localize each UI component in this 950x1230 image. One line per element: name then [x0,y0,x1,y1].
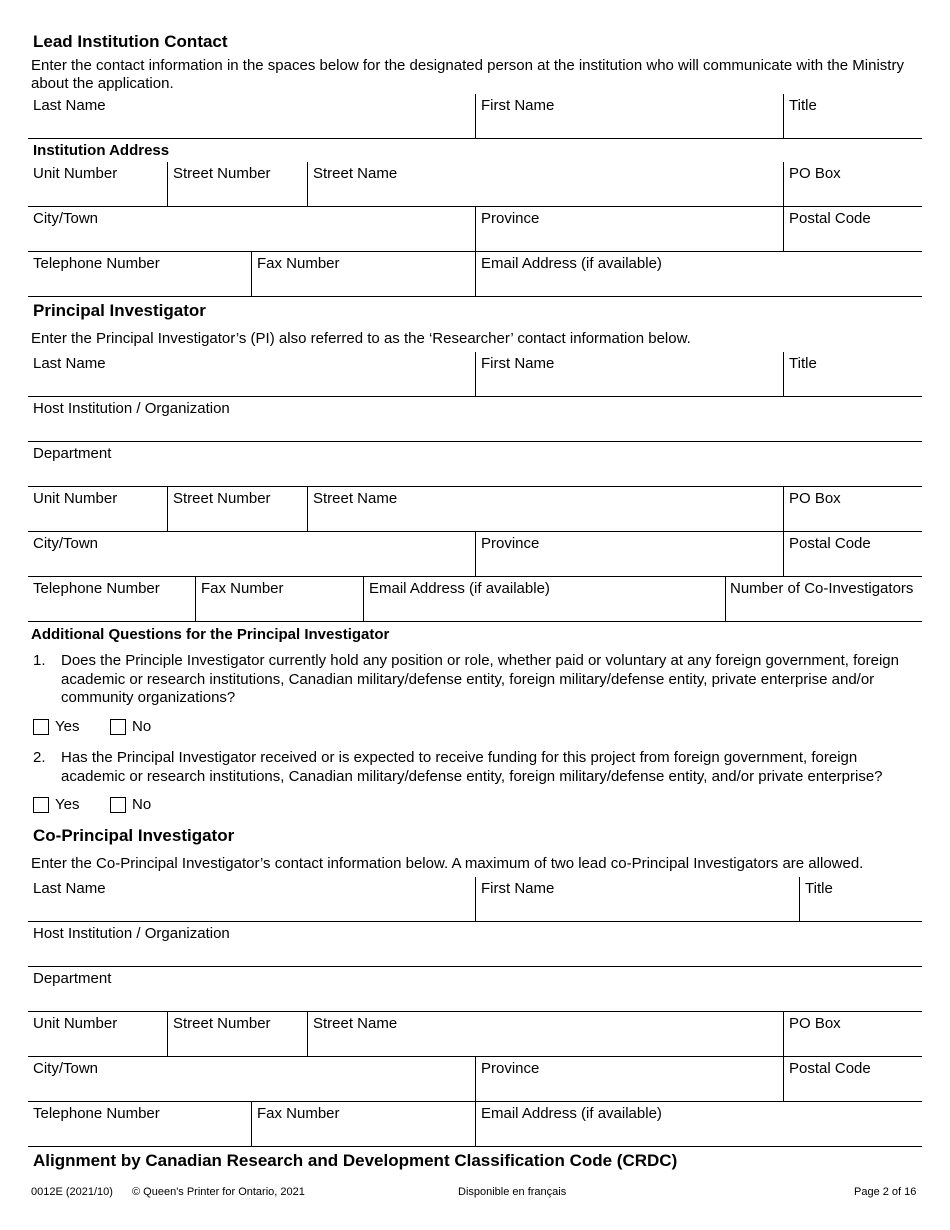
copi-host-row [28,922,922,967]
copi-street-name-field[interactable]: Street Name [307,1012,783,1056]
lead-title-field[interactable]: Title [783,94,922,138]
question-1-no-checkbox[interactable] [110,719,126,735]
question-2-yes-option[interactable] [33,796,79,813]
copi-city-field[interactable]: City/Town [33,1060,99,1077]
lead-fax-field[interactable]: Fax Number [251,252,475,296]
crdc-heading: Alignment by Canadian Research and Development Classification Code (CRDC) [33,1151,678,1170]
question-2-yes-label: Yes [55,796,80,813]
pi-host-row [28,397,922,442]
lead-province-field[interactable]: Province [475,207,783,251]
question-1-yes-checkbox[interactable] [33,719,49,735]
question-1-text: Does the Principle Investigator currently hold any position or role, whether paid or voluntary at any foreign government, foreign academic or research institutions, Canadian military/defense entity, foreign military/defense entity, private enterprise and/or community organizations? [61,652,899,706]
pi-phone-row [28,577,922,622]
lead-city-field[interactable]: City/Town [33,210,99,227]
pi-last-name-field[interactable]: Last Name [33,355,106,372]
lead-intro: Enter the contact information in the spaces below for the designated person at the institution who will communicate with the Ministry about the application. [31,57,904,92]
pi-postal-code-field[interactable]: Postal Code [783,532,922,576]
pi-po-box-field[interactable]: PO Box [783,487,922,531]
copi-province-field[interactable]: Province [475,1057,783,1101]
lead-address-row [28,162,922,207]
lead-email-field[interactable]: Email Address (if available) [475,252,922,296]
pi-department-field[interactable]: Department [33,445,112,462]
lead-name-row [28,94,922,139]
question-2-no-checkbox[interactable] [110,797,126,813]
copi-po-box-field[interactable]: PO Box [783,1012,922,1056]
copi-address-row [28,1012,922,1057]
copi-telephone-field[interactable]: Telephone Number [33,1105,160,1122]
question-2-yes-checkbox[interactable] [33,797,49,813]
copi-postal-code-field[interactable]: Postal Code [783,1057,922,1101]
footer-page-number: Page 2 of 16 [854,1186,917,1198]
question-2-no-option[interactable] [110,796,151,813]
pi-telephone-field[interactable]: Telephone Number [33,580,160,597]
question-2-text: Has the Principal Investigator received or is expected to receive funding for this project from foreign government, foreign academic or research institutions, Canadian military/defense entity, foreign military/defense entity, and/or private enterprise? [61,749,883,785]
pi-department-row [28,442,922,487]
copi-title-field[interactable]: Title [799,877,922,921]
pi-street-number-field[interactable]: Street Number [167,487,307,531]
pi-fax-field[interactable]: Fax Number [195,577,363,621]
question-1-yes-label: Yes [55,718,80,735]
pi-city-field[interactable]: City/Town [33,535,99,552]
pi-email-field[interactable]: Email Address (if available) [363,577,725,621]
pi-co-investigators-field[interactable]: Number of Co-Investigators [725,577,922,621]
additional-questions-heading: Additional Questions for the Principal Investigator [31,626,390,643]
copi-department-row [28,967,922,1012]
pi-first-name-field[interactable]: First Name [475,352,783,396]
copi-first-name-field[interactable]: First Name [475,877,799,921]
footer-form-id: 0012E (2021/10) [31,1186,113,1198]
footer-french-availability: Disponible en français [458,1186,567,1198]
footer-copyright: © Queen's Printer for Ontario, 2021 [132,1186,305,1198]
lead-first-name-field[interactable]: First Name [475,94,783,138]
lead-last-name-field[interactable]: Last Name [33,97,106,114]
question-1-number: 1. [33,652,46,669]
pi-host-institution-field[interactable]: Host Institution / Organization [33,400,230,417]
lead-po-box-field[interactable]: PO Box [783,162,922,206]
institution-address-heading: Institution Address [33,142,170,159]
copi-name-row [28,877,922,922]
lead-street-number-field[interactable]: Street Number [167,162,307,206]
pi-intro: Enter the Principal Investigator’s (PI) also referred to as the ‘Researcher’ contact information below. [31,330,691,347]
lead-section-title: Lead Institution Contact [33,32,228,51]
question-2-no-label: No [132,796,152,813]
pi-street-name-field[interactable]: Street Name [307,487,783,531]
copi-city-row [28,1057,922,1102]
copi-street-number-field[interactable]: Street Number [167,1012,307,1056]
pi-address-row [28,487,922,532]
lead-telephone-field[interactable]: Telephone Number [33,255,160,272]
copi-unit-number-field[interactable]: Unit Number [33,1015,118,1032]
question-2-number: 2. [33,749,46,766]
question-1-yes-option[interactable] [33,718,79,735]
lead-unit-number-field[interactable]: Unit Number [33,165,118,182]
copi-host-institution-field[interactable]: Host Institution / Organization [33,925,230,942]
pi-name-row [28,352,922,397]
pi-section-title: Principal Investigator [33,301,206,320]
question-1-no-label: No [132,718,152,735]
question-1-no-option[interactable] [110,718,151,735]
lead-city-row [28,207,922,252]
copi-phone-row [28,1102,922,1147]
pi-unit-number-field[interactable]: Unit Number [33,490,118,507]
copi-intro: Enter the Co-Principal Investigator’s contact information below. A maximum of two lead co-Principal Investigators are allowed. [31,855,864,872]
pi-city-row [28,532,922,577]
pi-province-field[interactable]: Province [475,532,783,576]
copi-fax-field[interactable]: Fax Number [251,1102,475,1146]
copi-last-name-field[interactable]: Last Name [33,880,106,897]
lead-phone-row [28,252,922,297]
copi-section-title: Co-Principal Investigator [33,826,235,845]
copi-email-field[interactable]: Email Address (if available) [475,1102,922,1146]
lead-postal-code-field[interactable]: Postal Code [783,207,922,251]
pi-title-field[interactable]: Title [783,352,922,396]
lead-street-name-field[interactable]: Street Name [307,162,783,206]
copi-department-field[interactable]: Department [33,970,112,987]
